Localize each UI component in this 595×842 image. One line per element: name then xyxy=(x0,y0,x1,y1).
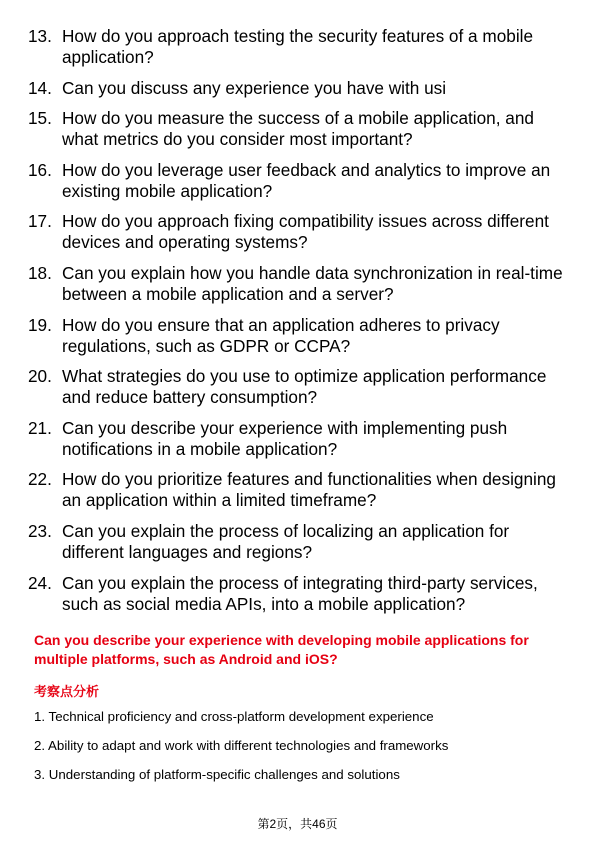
question-text: Can you explain how you handle data synchronization in real-time between a mobile application and a server? xyxy=(62,262,563,304)
question-item xyxy=(28,366,568,408)
question-number: 16. xyxy=(28,159,52,180)
analysis-point: 2. Ability to adapt and work with different technologies and frameworks xyxy=(34,738,449,753)
question-item xyxy=(28,108,568,150)
analysis-point: 3. Understanding of platform-specific challenges and solutions xyxy=(34,767,400,782)
question-number: 23. xyxy=(28,520,52,541)
question-number: 22. xyxy=(28,469,52,490)
question-number: 13. xyxy=(28,26,52,46)
question-text: How do you ensure that an application adheres to privacy regulations, such as GDPR or CCPA? xyxy=(62,314,500,356)
question-text: How do you approach fixing compatibility issues across different devices and operating systems? xyxy=(62,211,549,253)
question-text: Can you explain the process of integrating third-party services, such as social media APIs, into a mobile application? xyxy=(62,572,538,614)
question-item xyxy=(28,315,568,357)
question-number: 21. xyxy=(28,417,52,438)
question-item xyxy=(28,211,568,253)
section-question-title: Can you describe your experience with developing mobile applications for multiple platforms, such as Android and iOS? xyxy=(34,632,529,667)
question-number: 20. xyxy=(28,366,52,387)
question-text: What strategies do you use to optimize application performance and reduce battery consumption? xyxy=(62,366,547,408)
question-text: Can you explain the process of localizing an application for different languages and regions? xyxy=(62,520,510,562)
question-number: 24. xyxy=(28,572,52,593)
question-number: 17. xyxy=(28,211,52,232)
question-text: Can you describe your experience with implementing push notifications in a mobile application? xyxy=(62,417,508,459)
question-number: 14. xyxy=(28,77,52,98)
question-text: How do you measure the success of a mobile application, and what metrics do you consider most important? xyxy=(62,108,534,150)
question-number: 15. xyxy=(28,108,52,129)
question-number: 18. xyxy=(28,262,52,283)
question-item xyxy=(28,469,568,511)
analysis-label: 考察点分析 xyxy=(34,684,100,699)
question-text: How do you prioritize features and functionalities when designing an application within a limited timeframe? xyxy=(62,469,556,511)
question-item xyxy=(28,263,568,305)
question-list xyxy=(28,26,568,624)
question-item xyxy=(28,78,568,99)
question-text: How do you approach testing the security features of a mobile application? xyxy=(62,26,534,67)
question-item xyxy=(28,160,568,202)
question-analysis-section xyxy=(34,631,564,796)
question-item xyxy=(28,26,568,68)
question-number: 19. xyxy=(28,314,52,335)
analysis-point: 1. Technical proficiency and cross-platform development experience xyxy=(34,709,434,724)
page-footer: 第2页，共46页 xyxy=(257,817,338,831)
question-item xyxy=(28,521,568,563)
question-item xyxy=(28,418,568,460)
question-text: How do you leverage user feedback and analytics to improve an existing mobile application? xyxy=(62,159,551,201)
question-text: Can you discuss any experience you have with usi xyxy=(62,77,447,98)
question-item xyxy=(28,573,568,615)
